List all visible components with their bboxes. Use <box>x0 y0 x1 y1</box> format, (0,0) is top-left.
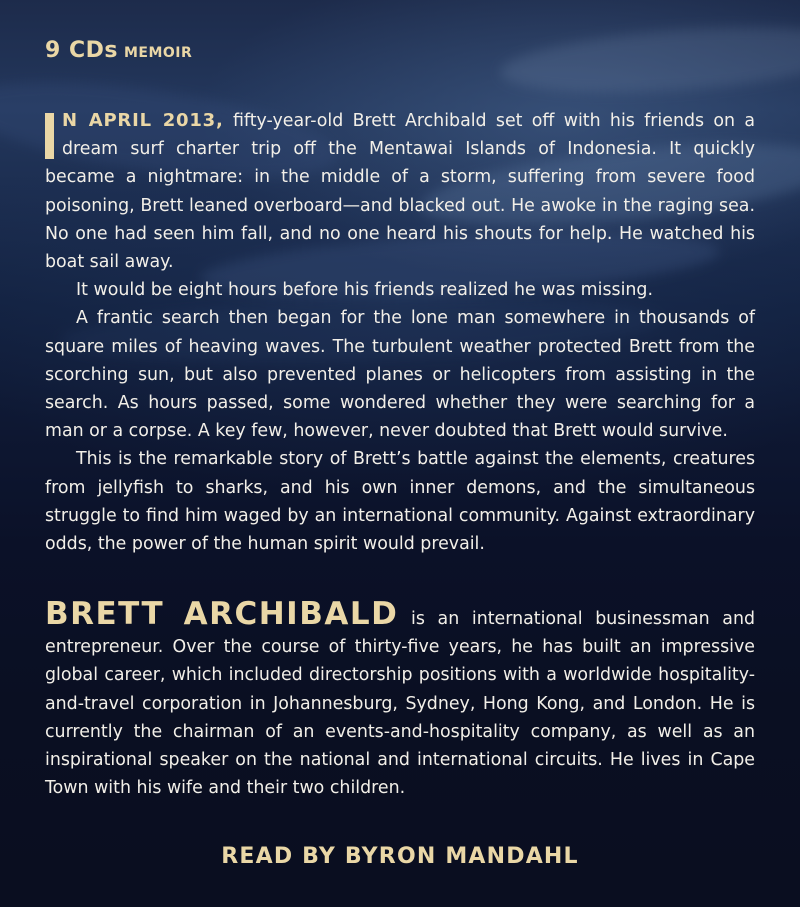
synopsis-paragraph: It would be eight hours before his friends realized he was missing. <box>76 280 653 301</box>
author-bio <box>45 596 756 802</box>
narrator-credit: READ BY BYRON MANDAHL <box>221 844 579 869</box>
synopsis-paragraph-text: fifty-year-old Brett Archibald set off with his friends on a dream surf charter trip off the Mentawai Islands of Indonesia. It quickly became a nightmare: in the middle of a storm, suffering from severe food poisoning, Brett leaned overboard—and blacked out. He awoke in the raging sea. No one had seen him fall, and no one heard his shouts for help. He watched his boat sail away. <box>45 111 755 273</box>
synopsis-paragraph: A frantic search then began for the lone man somewhere in thousands of square miles of heaving waves. The turbulent weather protected Brett from the scorching sun, but also prevented planes or helicopters from assisting in the search. As hours passed, some wondered whether they were searching for a man or a corpse. A key few, however, never doubted that Brett would survive. <box>45 308 755 442</box>
drop-cap-bar <box>45 113 54 159</box>
genre-label: MEMOIR <box>123 45 193 61</box>
synopsis-paragraph <box>45 107 755 276</box>
wave-highlight <box>498 18 800 103</box>
synopsis-paragraph: This is the remarkable story of Brett’s battle against the elements, creatures from jellyfish to sharks, and his own inner demons, and the simultaneous struggle to find him waged by an international community. Against extraordinary odds, the power of the human spirit would prevail. <box>45 449 755 555</box>
author-name: BRETT ARCHIBALD <box>45 596 399 632</box>
format-count: 9 CDs <box>45 38 118 63</box>
synopsis <box>45 107 755 558</box>
format-label <box>45 38 192 63</box>
bio-text: is an international businessman and entrepreneur. Over the course of thirty-five years, he has built an impressive global career, which included directorship positions with a worldwide hospitality-and-travel corporation in Johannesburg, Sydney, Hong Kong, and London. He is currently the chairman of an events-and-hospitality company, as well as an inspirational speaker on the national and international circuits. He lives in Cape Town with his wife and their two children. <box>45 609 756 799</box>
synopsis-lead-caps: N APRIL 2013, <box>62 110 224 131</box>
bio-paragraph <box>45 596 756 802</box>
